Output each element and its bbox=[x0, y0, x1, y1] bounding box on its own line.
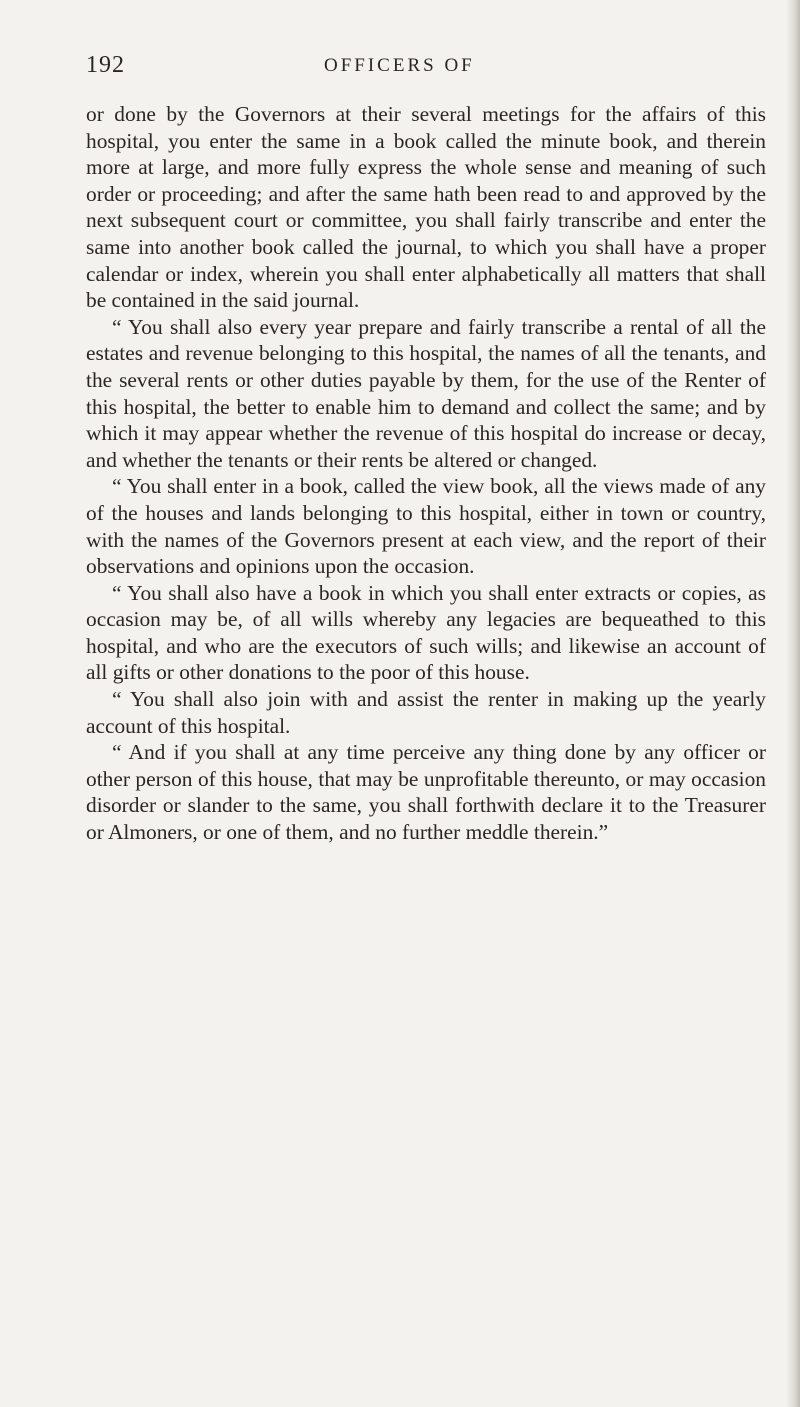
paragraph-rental: “ You shall also every year prepare and fairly transcribe a rental of all the estates and revenue belonging to this hospital, the names of all the tenants, and the several rents or other duties payable by them, for the use of the Renter of this hospital, the better to enable him to demand and collect the same; and by which it may appear whether the revenue of this hospital do increase or decay, and whether the tenants or their rents be altered or changed. bbox=[86, 314, 766, 472]
page-number: 192 bbox=[86, 52, 125, 78]
page-edge-shadow bbox=[786, 0, 800, 1407]
paragraph-declare: “ And if you shall at any time perceive any thing done by any officer or other person of this house, that may be unprofitable thereunto, or may occasion disorder or slander to the same, you shall forthwith declare it to the Treasurer or Almoners, or one of them, and no further meddle therein.” bbox=[86, 740, 766, 845]
running-title: OFFICERS OF bbox=[324, 55, 475, 76]
paragraph-wills-book: “ You shall also have a book in which you shall enter extracts or copies, as occasion may be, of all wills whereby any legacies are bequeathed to this hospital, and who are the executors of such wills; and likewise an account of all gifts or other donations to the poor of this house. bbox=[86, 580, 766, 685]
running-head bbox=[86, 52, 776, 84]
paragraph-minute-book: or done by the Governors at their several meetings for the affairs of this hospital, you enter the same in a book called the minute book, and therein more at large, and more fully express the whole sense and meaning of such order or proceeding; and after the same hath been read to and approved by the next subsequent court or committee, you shall fairly transcribe and enter the same into another book called the journal, to which you shall have a proper calendar or index, wherein you shall enter alphabetically all matters that shall be contained in the said journal. bbox=[86, 102, 766, 313]
body-text bbox=[86, 101, 766, 846]
paragraph-view-book: “ You shall enter in a book, called the view book, all the views made of any of the houses and lands belonging to this hospital, either in town or country, with the names of the Governors present at each view, and the report of their observations and opinions upon the occasion. bbox=[86, 474, 766, 579]
paragraph-yearly-account: “ You shall also join with and assist the renter in making up the yearly account of this hospital. bbox=[86, 687, 766, 738]
